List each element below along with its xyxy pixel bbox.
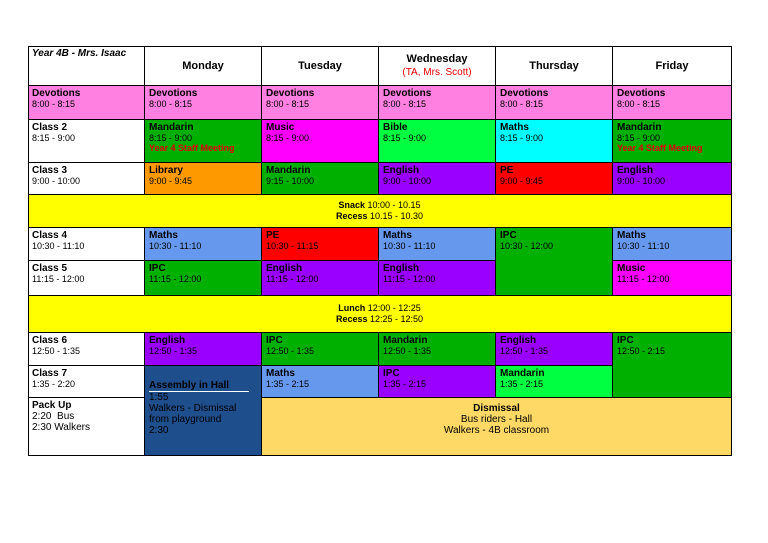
period-devotions: Devotions 8:00 - 8:15 bbox=[28, 86, 145, 120]
period-class-6: Class 6 12:50 - 1:35 bbox=[28, 333, 145, 366]
wednesday-ta-note: (TA, Mrs. Scott) bbox=[402, 66, 472, 78]
cell-assembly-in-hall: Assembly in Hall 1:55 Walkers - Dismissal from playground 2:30 bbox=[145, 366, 262, 456]
cell-devotions-thu: Devotions 8:00 - 8:15 bbox=[496, 86, 613, 120]
cell-class4-mon: Maths 10:30 - 11:10 bbox=[145, 228, 262, 261]
cell-class7-wed: IPC 1:35 - 2:15 bbox=[379, 366, 496, 398]
cell-class3-thu: PE 9:00 - 9:45 bbox=[496, 163, 613, 195]
cell-class4-thu: IPC 10:30 - 12:00 bbox=[496, 228, 613, 296]
timetable-title: Year 4B - Mrs. Isaac bbox=[28, 46, 145, 86]
cell-class4-tue: PE 10:30 - 11:15 bbox=[262, 228, 379, 261]
cell-class2-fri: Mandarin 8:15 - 9:00 Year 4 Staff Meeting bbox=[613, 120, 732, 163]
cell-class2-thu: Maths 8:15 - 9:00 bbox=[496, 120, 613, 163]
cell-class2-tue: Music 8:15 - 9:00 bbox=[262, 120, 379, 163]
cell-class5-mon: IPC 11:15 - 12:00 bbox=[145, 261, 262, 296]
cell-class5-tue: English 11:15 - 12:00 bbox=[262, 261, 379, 296]
cell-class2-wed: Bible 8:15 - 9:00 bbox=[379, 120, 496, 163]
staff-meeting-note: Year 4 Staff Meeting bbox=[617, 143, 703, 153]
cell-class4-fri: Maths 10:30 - 11:10 bbox=[613, 228, 732, 261]
cell-devotions-tue: Devotions 8:00 - 8:15 bbox=[262, 86, 379, 120]
header-friday: Friday bbox=[613, 46, 732, 86]
cell-class6-fri: IPC 12:50 - 2:15 bbox=[613, 333, 732, 398]
header-monday: Monday bbox=[145, 46, 262, 86]
period-class-5: Class 5 11:15 - 12:00 bbox=[28, 261, 145, 296]
cell-devotions-mon: Devotions 8:00 - 8:15 bbox=[145, 86, 262, 120]
staff-meeting-note: Year 4 Staff Meeting bbox=[149, 143, 235, 153]
period-class-3: Class 3 9:00 - 10:00 bbox=[28, 163, 145, 195]
break-snack-recess: Snack 10:00 - 10.15 Recess 10.15 - 10.30 bbox=[28, 195, 732, 228]
cell-class7-thu: Mandarin 1:35 - 2:15 bbox=[496, 366, 613, 398]
period-pack-up: Pack Up 2:20 Bus 2:30 Walkers bbox=[28, 398, 145, 456]
cell-class5-wed: English 11:15 - 12:00 bbox=[379, 261, 496, 296]
period-class-2: Class 2 8:15 - 9:00 bbox=[28, 120, 145, 163]
cell-class5-fri: Music 11:15 - 12:00 bbox=[613, 261, 732, 296]
period-class-4: Class 4 10:30 - 11:10 bbox=[28, 228, 145, 261]
cell-devotions-fri: Devotions 8:00 - 8:15 bbox=[613, 86, 732, 120]
period-class-7: Class 7 1:35 - 2:20 bbox=[28, 366, 145, 398]
cell-class3-wed: English 9:00 - 10:00 bbox=[379, 163, 496, 195]
cell-class6-thu: English 12:50 - 1:35 bbox=[496, 333, 613, 366]
cell-class3-fri: English 9:00 - 10:00 bbox=[613, 163, 732, 195]
header-wednesday: Wednesday (TA, Mrs. Scott) bbox=[379, 46, 496, 86]
timetable bbox=[28, 46, 732, 456]
header-tuesday: Tuesday bbox=[262, 46, 379, 86]
cell-class4-wed: Maths 10:30 - 11:10 bbox=[379, 228, 496, 261]
cell-class2-mon: Mandarin 8:15 - 9:00 Year 4 Staff Meeting bbox=[145, 120, 262, 163]
cell-class6-wed: Mandarin 12:50 - 1:35 bbox=[379, 333, 496, 366]
cell-devotions-wed: Devotions 8:00 - 8:15 bbox=[379, 86, 496, 120]
cell-class6-tue: IPC 12:50 - 1:35 bbox=[262, 333, 379, 366]
cell-class6-mon: English 12:50 - 1:35 bbox=[145, 333, 262, 366]
header-thursday: Thursday bbox=[496, 46, 613, 86]
cell-dismissal: Dismissal Bus riders - Hall Walkers - 4B classroom bbox=[262, 398, 732, 456]
break-lunch-recess: Lunch 12:00 - 12:25 Recess 12:25 - 12:50 bbox=[28, 296, 732, 333]
cell-class3-mon: Library 9:00 - 9:45 bbox=[145, 163, 262, 195]
cell-class3-tue: Mandarin 9:15 - 10:00 bbox=[262, 163, 379, 195]
cell-class7-tue: Maths 1:35 - 2:15 bbox=[262, 366, 379, 398]
